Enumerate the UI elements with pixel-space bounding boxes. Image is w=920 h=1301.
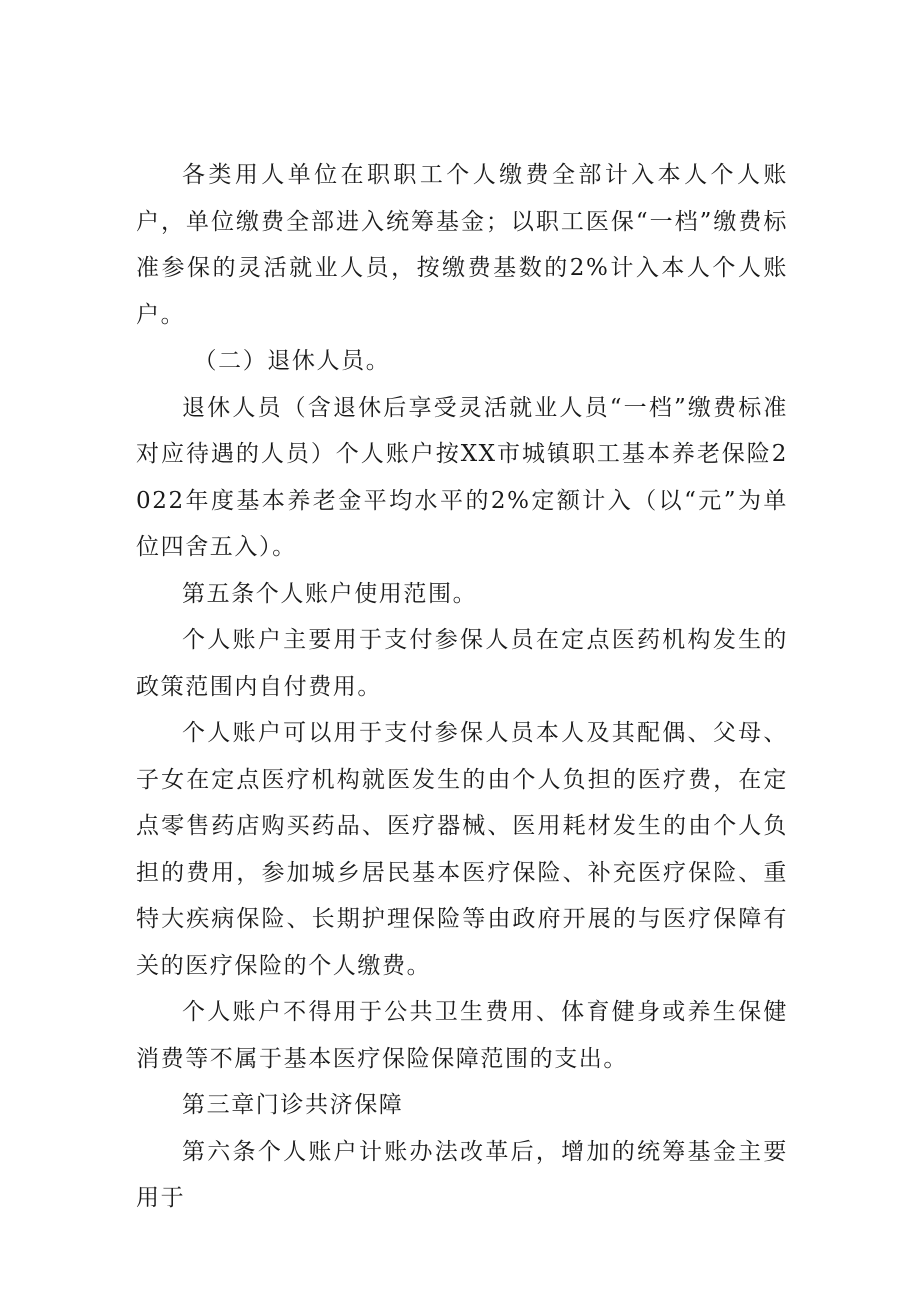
article-6-paragraph: 第六条个人账户计账办法改革后，增加的统筹基金主要用于 <box>136 1138 788 1211</box>
article-5-heading: 第五条个人账户使用范围。 <box>182 580 478 607</box>
chapter-3-heading: 第三章门诊共济保障 <box>182 1092 404 1118</box>
paragraph-account-main-use: 个人账户主要用于支付参保人员在定点医药机构发生的政策范围内自付费用。 <box>136 627 788 700</box>
paragraph-employee-contribution: 各类用人单位在职职工个人缴费全部计入本人个人账户，单位缴费全部进入统筹基金；以职工医保“一档”缴费标准参保的灵活就业人员，按缴费基数的2%计入本人个人账户。 <box>136 162 788 328</box>
section-heading-retirees: （二）退休人员。 <box>193 348 391 374</box>
paragraph-account-allowed-use: 个人账户可以用于支付参保人员本人及其配偶、父母、子女在定点医疗机构就医发生的由个人负担的医疗费，在定点零售药店购买药品、医疗器械、医用耗材发生的由个人负担的费用，参加城乡居民基本医疗保险、补充医疗保险、重特大疾病保险、长期护理保险等由政府开展的与医疗保障有关的医疗保险的个人缴费。 <box>136 720 788 979</box>
paragraph-retiree-account: 退休人员（含退休后享受灵活就业人员“一档”缴费标准对应待遇的人员）个人账户按XX市城镇职工基本养老保险2022年度基本养老金平均水平的2%定额计入（以“元”为单位四舍五入）。 <box>136 394 788 560</box>
document-body <box>136 152 788 1222</box>
paragraph-account-prohibited-use: 个人账户不得用于公共卫生费用、体育健身或养生保健消费等不属于基本医疗保险保障范围的支出。 <box>136 999 788 1072</box>
